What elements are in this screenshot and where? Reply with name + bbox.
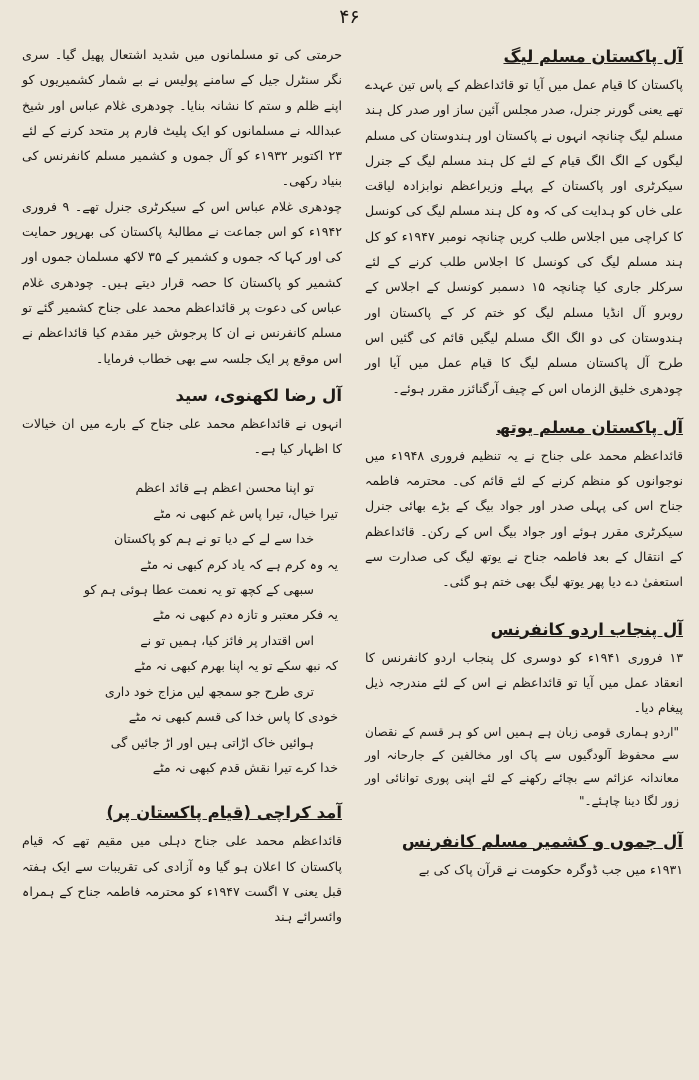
- paragraph-poem-intro: انہوں نے قائداعظم محمد علی جناح کے بارے میں ان خیالات کا اظہار کیا ہے۔: [22, 415, 342, 457]
- heading-raza-lucknowi: آل رضا لکھنوی، سید: [175, 385, 342, 405]
- heading-arrival-karachi: آمد کراچی (قیام پاکستان پر): [106, 803, 342, 823]
- heading-jammu-kashmir-muslim-conference: آل جموں و کشمیر مسلم کانفرنس: [401, 831, 683, 851]
- poem-line: سبھی کے کچھ تو یہ نعمت عطا ہوئی ہم کو: [83, 582, 314, 598]
- paragraph-arrival-karachi: قائداعظم محمد علی جناح دہلی میں مقیم تھے کہ قیام پاکستان کا اعلان ہو گیا وہ آزادی کی تقریبات سے ایک ہفتہ قبل یعنی ۷ اگست ۱۹۴۷ء کو محترمہ فاطمہ جناح کے ہمراہ وائسرائے ہند: [22, 833, 342, 925]
- poem-line: خدا سے لے کے دیا تو نے ہم کو پاکستان: [113, 531, 314, 547]
- paragraph-urdu-conference: ۱۳ فروری ۱۹۴۱ء کو دوسری کل پنجاب اردو کانفرنس کا انعقاد عمل میں آیا تو قائداعظم نے اس کے لئے مندرجہ ذیل پیغام دیا۔: [365, 649, 683, 716]
- poem-line: تو اپنا محسن اعظم ہے قائد اعظم: [135, 480, 314, 496]
- poem-line: اس اقتدار پر فائز کیا، ہمیں تو نے: [140, 632, 314, 648]
- paragraph-kashmir-start: ۱۹۳۱ء میں جب ڈوگرہ حکومت نے قرآن پاک کی بے: [418, 861, 683, 877]
- heading-all-pakistan-muslim-league: آل پاکستان مسلم لیگ: [503, 47, 683, 66]
- paragraph-ghulam-abbas: چودھری غلام عباس اس کے سیکرٹری جنرل تھے۔ ۹ فروری ۱۹۴۲ء کو اس جماعت نے مطالبۂ پاکستان کی بھرپور حمایت کی اور کہا کہ جموں و کشمیر کے ۳۵ لاکھ مسلمان جموں اور کشمیر کو پاکستان کا حصہ قرار دیتے ہیں۔ چودھری غلام عباس کی دعوت پر قائداعظم محمد علی جناح کشمیر گئے تو مسلم کانفرنس نے ان کا پرجوش خیر مقدم کیا قائداعظم نے اس موقع پر ایک جلسہ سے بھی خطاب فرمایا۔: [22, 198, 342, 366]
- poem-line: ہوائیں خاک اڑاتی ہیں اور اڑ جائیں گی: [110, 734, 314, 750]
- poem-line: یہ وہ کرم ہے کہ یاد کرم کبھی نہ مٹے: [140, 556, 338, 572]
- poem: [22, 475, 342, 780]
- poem-line: تری طرح جو سمجھ لیں مزاج خود داری: [104, 683, 314, 699]
- paragraph-muslim-league: پاکستان کا قیام عمل میں آیا تو قائداعظم کے پاس تین عہدے تھے یعنی گورنر جنرل، صدر مجلس آئین ساز اور صدر کل ہند مسلم لیگ چنانچہ انہوں نے پاکستان اور ہندوستان کی مسلم لیگوں کے الگ الگ قیام کے لئے کل ہند مسلم لیگ کے جنرل سیکرٹری اور پاکستان کے پہلے وزیراعظم نوابزادہ لیاقت علی خاں کو ہدایت کی کہ وہ کل ہند مسلم لیگ کی کونسل کا کراچی میں اجلاس طلب کریں چنانچہ نومبر ۱۹۴۷ء کو کل ہند مسلم لیگ کی کونسل کا اجلاس طلب کرنے کے لئے سرکلر جاری کیا چنانچہ ۱۵ دسمبر کونسل کے اجلاس کے روبرو آل انڈیا مسلم لیگ کو ختم کر کے پاکستان اور ہندوستان کی دو الگ الگ مسلم لیگیں قائم کی گئیں اس طرح آل پاکستان مسلم لیگ کا قیام عمل میں آیا اور چودھری خلیق الزماں اس کے چیف آرگنائزر مقرر ہوئے۔: [365, 77, 683, 396]
- poem-line: خدا کرے تیرا نقش قدم کبھی نہ مٹے: [152, 759, 338, 775]
- paragraph-muslim-youth: قائداعظم محمد علی جناح نے یہ تنظیم فروری ۱۹۴۸ء میں نوجوانوں کو منظم کرنے کے لئے قائم کی۔ محترمہ فاطمہ جناح اس کی پہلی صدر اور جواد بیگ کے بڑے بھائی جنرل سیکرٹری مقرر ہوئے اور جواد بیگ اس کے رکن۔ قائداعظم کے انتقال کے بعد فاطمہ جناح نے یوتھ لیگ کی صدارت سے استعفیٰ دے دیا پھر یوتھ لیگ بھی ختم ہو گئی۔: [365, 447, 683, 590]
- poem-line: کہ نبھ سکے تو یہ اپنا بھرم کبھی نہ مٹے: [133, 658, 338, 674]
- poem-line: خودی کا پاس خدا کی قسم کبھی نہ مٹے: [128, 709, 338, 725]
- poem-line: تیرا خیال، تیرا پاس غم کبھی نہ مٹے: [153, 505, 338, 521]
- right-column: [365, 42, 683, 882]
- heading-punjab-urdu-conference: آل پنجاب اردو کانفرنس: [490, 619, 683, 639]
- quote-urdu-message: "اردو ہماری قومی زبان ہے ہمیں اس کو ہر قسم کے نقصان سے محفوظ آلودگیوں سے پاک اور مخالفین کے جارحانہ اور معاندانہ عزائم سے بچائے رکھنے کے لئے اپنی پوری توانائی اور زور لگا دینا چاہئے۔": [365, 724, 679, 808]
- page-number: ۴۶: [339, 6, 360, 28]
- poem-line: یہ فکر معتبر و تازہ دم کبھی نہ مٹے: [152, 607, 338, 623]
- heading-all-pakistan-muslim-youth: آل پاکستان مسلم یوتھ: [496, 417, 683, 437]
- left-column: [22, 42, 342, 930]
- paragraph-kashmir-continued: حرمتی کی تو مسلمانوں میں شدید اشتعال پھیل گیا۔ سری نگر سنٹرل جیل کے سامنے پولیس نے بے شمار کشمیریوں کو اپنے ظلم و ستم کا نشانہ بنایا۔ چودھری غلام عباس اور شیخ عبداللہ نے مسلمانوں کو ایک پلیٹ فارم پر متحد کرنے کے لئے ۲۳ اکتوبر ۱۹۳۲ء کو آل جموں و کشمیر مسلم کانفرنس کی بنیاد رکھی۔: [22, 47, 342, 189]
